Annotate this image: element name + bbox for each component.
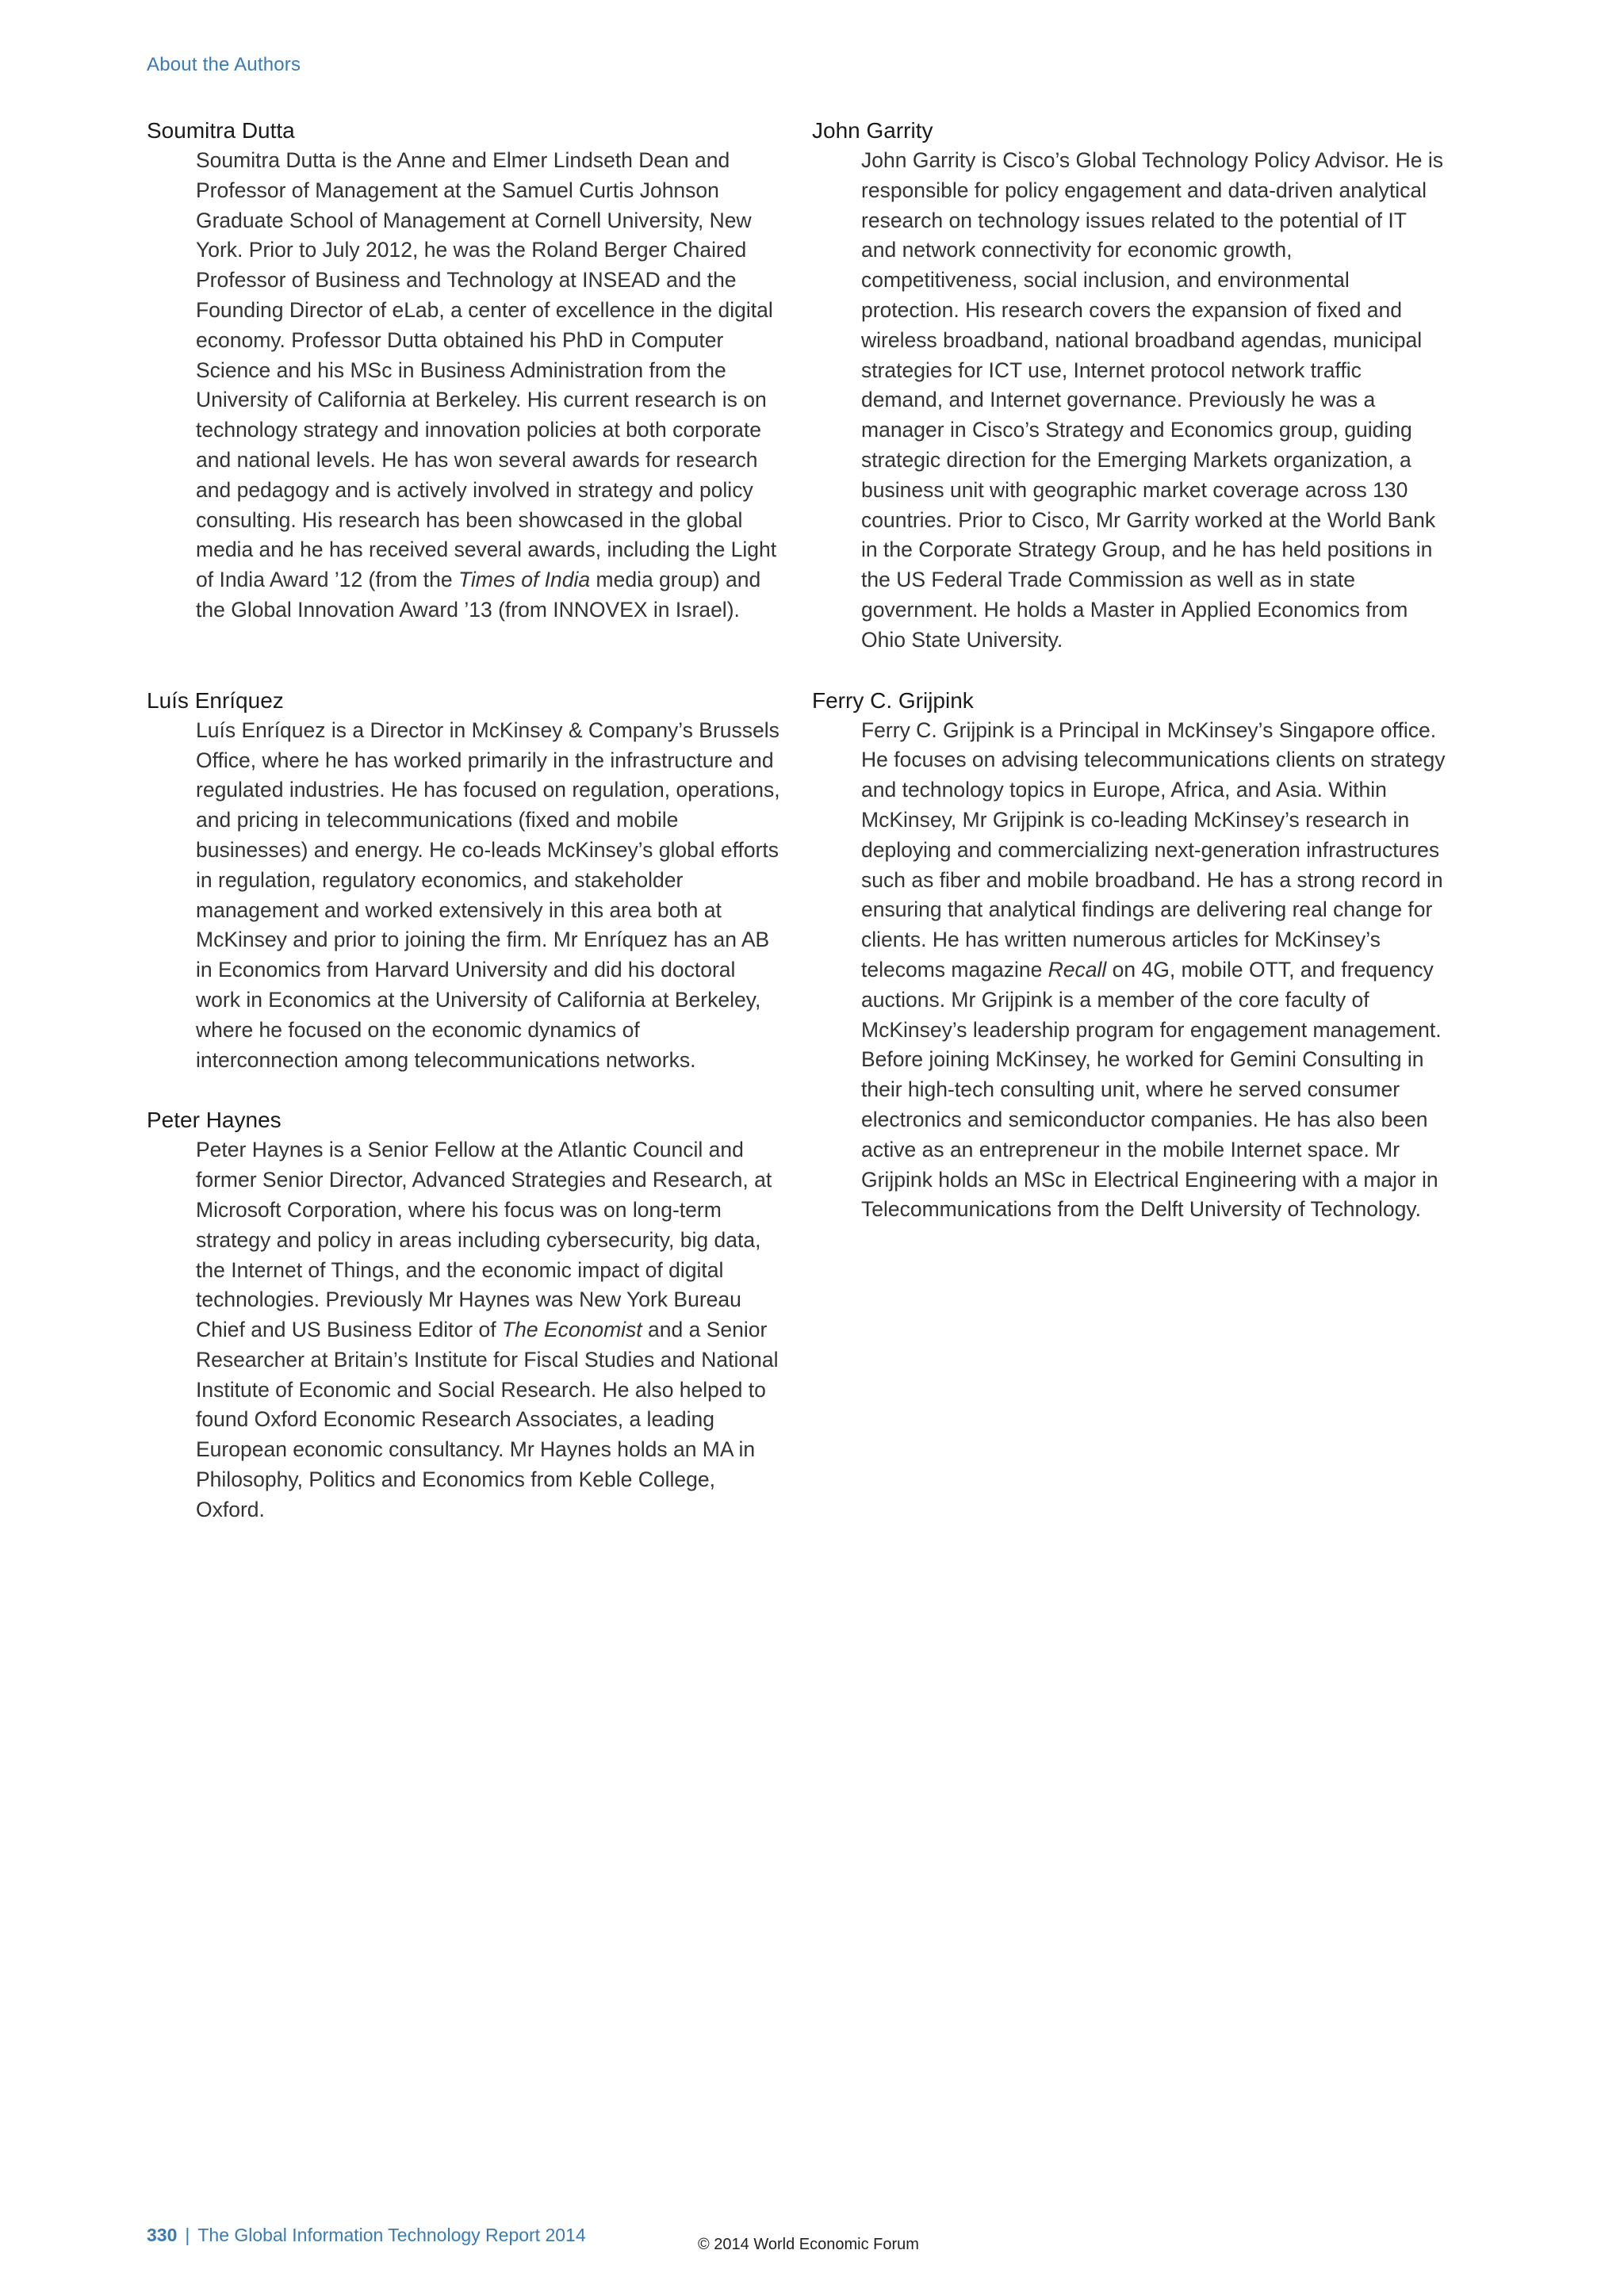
bio-name: Peter Haynes (147, 1108, 282, 1133)
bio-name: John Garrity (812, 118, 933, 143)
copyright-notice: © 2014 World Economic Forum (698, 2236, 919, 2253)
section-header: About the Authors (147, 54, 301, 75)
bio-text: Peter Haynes is a Senior Fellow at the Atlantic Council and former Senior Director, Advanced Strategies and Research, at Microsoft Corporation, where his focus was on long-term strategy and policy in areas including cybersecurity, big data, the Internet of Things, and the economic impact of digital technologies. Previously Mr Haynes was New York Bureau Chief and US Business Editor of The Economist and a Senior Researcher at Britain’s Institute for Fiscal Studies and National Institute of Economic and Social Research. He also helped to found Oxford Economic Research Associates, a leading European economic consultancy. Mr Haynes holds an MA in Philosophy, Politics and Economics from Keble College, Oxford. (196, 1138, 779, 1521)
bio-text: Soumitra Dutta is the Anne and Elmer Lindseth Dean and Professor of Management at the Samuel Curtis Johnson Graduate School of Management at Cornell University, New York. Prior to July 2012, he was the Roland Berger Chaired Professor of Business and Technology at INSEAD and the Founding Director of eLab, a center of excellence in the digital economy. Professor Dutta obtained his PhD in Computer Science and his MSc in Business Administration from the University of California at Berkeley. His current research is on technology strategy and innovation policies at both corporate and national levels. He has won several awards for research and pedagogy and is actively involved in strategy and policy consulting. His research has been showcased in the global media and he has received several awards, including the Light of India Award ’12 (from the Times of India media group) and the Global Innovation Award ’13 (from INNOVEX in Israel). (196, 148, 777, 622)
bio-text: John Garrity is Cisco’s Global Technology Policy Advisor. He is responsible for policy engagement and data-driven analytical research on technology issues related to the potential of IT and network connectivity for economic growth, competitiveness, social inclusion, and environmental protection. His research covers the expansion of fixed and wireless broadband, national broadband agendas, municipal strategies for ICT use, Internet protocol network traffic demand, and Internet governance. Previously he was a manager in Cisco’s Strategy and Economics group, guiding strategic direction for the Emerging Markets organization, a business unit with geographic market coverage across 130 countries. Prior to Cisco, Mr Garrity worked at the World Bank in the Corporate Strategy Group, and he has held positions in the US Federal Trade Commission as well as in state government. He holds a Master in Applied Economics from Ohio State University. (861, 148, 1443, 652)
right-column (812, 116, 1446, 1225)
bio-text: Ferry C. Grijpink is a Principal in McKinsey’s Singapore office. He focuses on advising telecommunications clients on strategy and technology topics in Europe, Africa, and Asia. Within McKinsey, Mr Grijpink is co-leading McKinsey’s research in deploying and commercializing next-generation infrastructures such as fiber and mobile broadband. He has a strong record in ensuring that analytical findings are delivering real change for clients. He has written numerous articles for McKinsey’s telecoms magazine Recall on 4G, mobile OTT, and frequency auctions. Mr Grijpink is a member of the core faculty of McKinsey’s leadership program for engagement management. Before joining McKinsey, he worked for Gemini Consulting in their high-tech consulting unit, where he served consumer electronics and semiconductor companies. He has also been active as an entrepreneur in the mobile Internet space. Mr Grijpink holds an MSc in Electrical Engineering with a major in Telecommunications from the Delft University of Technology. (861, 718, 1446, 1222)
report-title: The Global Information Technology Report 2014 (197, 2225, 586, 2245)
page-number: 330 (147, 2225, 178, 2245)
bio-peter-haynes (147, 1105, 781, 1525)
footer-separator: | (185, 2225, 190, 2245)
left-column (147, 116, 781, 1525)
page-footer (147, 2225, 586, 2246)
bio-name: Ferry C. Grijpink (812, 687, 974, 713)
bio-name: Soumitra Dutta (147, 118, 295, 143)
bio-luis-enriquez (147, 686, 781, 1076)
bio-name: Luís Enríquez (147, 687, 284, 713)
bio-john-garrity (812, 116, 1446, 656)
bio-soumitra-dutta (147, 116, 781, 626)
bio-text: Luís Enríquez is a Director in McKinsey & Company’s Brussels Office, where he has worked primarily in the infrastructure and regulated industries. He has focused on regulation, operations, and pricing in telecommunications (fixed and mobile businesses) and energy. He co-leads McKinsey’s global efforts in regulation, regulatory economics, and stakeholder management and worked extensively in this area both at McKinsey and prior to joining the firm. Mr Enríquez has an AB in Economics from Harvard University and did his doctoral work in Economics at the University of California at Berkeley, where he focused on the economic dynamics of interconnection among telecommunications networks. (196, 718, 780, 1072)
bio-ferry-grijpink (812, 686, 1446, 1226)
